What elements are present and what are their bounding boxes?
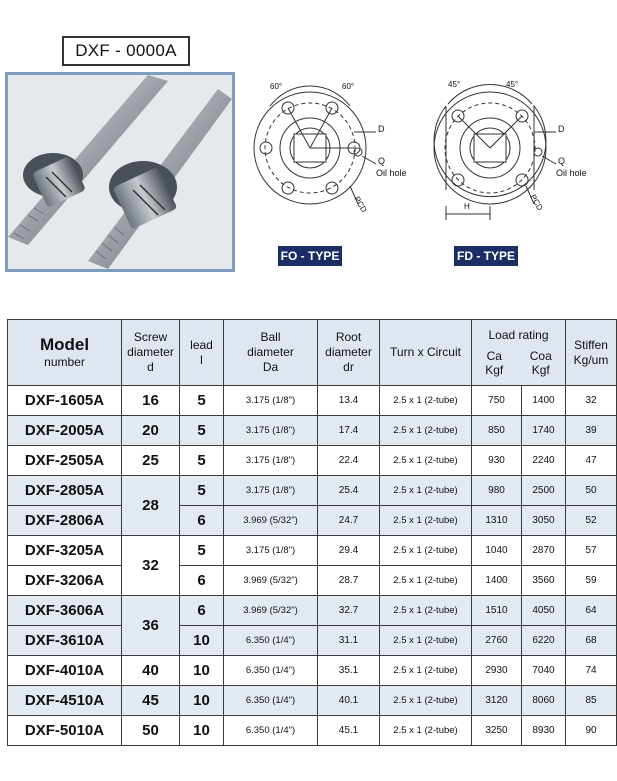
cell-coa: 2240 <box>522 446 566 476</box>
cell-ball: 3.969 (5/32") <box>224 506 318 536</box>
cell-model: DXF-3606A <box>8 596 122 626</box>
cell-root: 28.7 <box>318 566 380 596</box>
cell-ball: 3.969 (5/32") <box>224 566 318 596</box>
cell-root: 13.4 <box>318 386 380 416</box>
cell-turn: 2.5 x 1 (2-tube) <box>380 716 472 746</box>
cell-ball: 3.175 (1/8") <box>224 386 318 416</box>
header-stiffness: Stiffen Kg/um <box>566 320 617 386</box>
cell-coa: 2500 <box>522 476 566 506</box>
header-ca-unit: Kgf <box>485 363 504 377</box>
cell-root: 40.1 <box>318 686 380 716</box>
cell-ball: 6.350 (1/4") <box>224 656 318 686</box>
cell-screw: 32 <box>122 536 180 596</box>
cell-ball: 3.175 (1/8") <box>224 476 318 506</box>
cell-lead: 10 <box>180 686 224 716</box>
cell-screw: 36 <box>122 596 180 656</box>
fo-angle-right: 60° <box>342 82 355 91</box>
fd-oil-hole-label: Oil hole <box>556 168 587 178</box>
cell-stiff: 59 <box>566 566 617 596</box>
cell-stiff: 64 <box>566 596 617 626</box>
table-row <box>8 506 617 536</box>
spec-table <box>7 319 617 746</box>
cell-model: DXF-2806A <box>8 506 122 536</box>
cell-ca: 2760 <box>472 626 522 656</box>
cell-root: 31.1 <box>318 626 380 656</box>
cell-lead: 6 <box>180 566 224 596</box>
fd-d-label: D <box>558 124 565 134</box>
cell-turn: 2.5 x 1 (2-tube) <box>380 626 472 656</box>
header-model: Model number <box>8 320 122 386</box>
cell-coa: 3560 <box>522 566 566 596</box>
cell-ca: 850 <box>472 416 522 446</box>
cell-lead: 5 <box>180 476 224 506</box>
header-coa-unit: Kgf <box>531 363 550 377</box>
fd-pcd-label: PCD <box>528 192 545 213</box>
cell-coa: 8930 <box>522 716 566 746</box>
cell-stiff: 85 <box>566 686 617 716</box>
table-row <box>8 386 617 416</box>
fd-q-label: Q <box>558 156 566 166</box>
cell-ca: 930 <box>472 446 522 476</box>
table-row <box>8 536 617 566</box>
cell-ca: 2930 <box>472 656 522 686</box>
cell-model: DXF-4010A <box>8 656 122 686</box>
cell-stiff: 47 <box>566 446 617 476</box>
cell-ball: 6.350 (1/4") <box>224 686 318 716</box>
header-lead: lead l <box>180 320 224 386</box>
cell-ball: 3.175 (1/8") <box>224 416 318 446</box>
cell-lead: 10 <box>180 626 224 656</box>
table-row <box>8 446 617 476</box>
product-photo <box>5 72 235 272</box>
cell-coa: 1740 <box>522 416 566 446</box>
fd-angle-left: 45° <box>448 80 461 89</box>
cell-ca: 1510 <box>472 596 522 626</box>
cell-turn: 2.5 x 1 (2-tube) <box>380 416 472 446</box>
cell-coa: 3050 <box>522 506 566 536</box>
fo-oil-hole-label: Oil hole <box>376 168 407 178</box>
cell-root: 35.1 <box>318 656 380 686</box>
cell-ca: 1400 <box>472 566 522 596</box>
cell-coa: 6220 <box>522 626 566 656</box>
cell-root: 45.1 <box>318 716 380 746</box>
cell-lead: 10 <box>180 716 224 746</box>
fd-type-label: FD - TYPE <box>454 246 518 266</box>
cell-coa: 2870 <box>522 536 566 566</box>
table-row <box>8 716 617 746</box>
cell-lead: 5 <box>180 536 224 566</box>
cell-ca: 3250 <box>472 716 522 746</box>
cell-coa: 8060 <box>522 686 566 716</box>
cell-ca: 3120 <box>472 686 522 716</box>
cell-screw: 50 <box>122 716 180 746</box>
cell-root: 29.4 <box>318 536 380 566</box>
cell-lead: 5 <box>180 416 224 446</box>
cell-root: 25.4 <box>318 476 380 506</box>
table-row <box>8 476 617 506</box>
fo-type-label: FO - TYPE <box>278 246 342 266</box>
cell-lead: 10 <box>180 656 224 686</box>
table-row <box>8 566 617 596</box>
cell-lead: 6 <box>180 506 224 536</box>
cell-ball: 6.350 (1/4") <box>224 626 318 656</box>
cell-ca: 750 <box>472 386 522 416</box>
cell-screw: 16 <box>122 386 180 416</box>
fo-type-diagram <box>250 76 420 226</box>
fo-pcd-label: PCD <box>352 194 369 215</box>
cell-root: 22.4 <box>318 446 380 476</box>
cell-ca: 1040 <box>472 536 522 566</box>
cell-screw: 25 <box>122 446 180 476</box>
cell-screw: 20 <box>122 416 180 446</box>
cell-model: DXF-5010A <box>8 716 122 746</box>
cell-ca: 1310 <box>472 506 522 536</box>
cell-ball: 6.350 (1/4") <box>224 716 318 746</box>
cell-coa: 1400 <box>522 386 566 416</box>
cell-model: DXF-2005A <box>8 416 122 446</box>
cell-turn: 2.5 x 1 (2-tube) <box>380 686 472 716</box>
cell-model: DXF-2805A <box>8 476 122 506</box>
table-row <box>8 686 617 716</box>
cell-stiff: 68 <box>566 626 617 656</box>
cell-stiff: 39 <box>566 416 617 446</box>
cell-screw: 40 <box>122 656 180 686</box>
fo-q-label: Q <box>378 156 386 166</box>
model-code-title: DXF - 0000A <box>62 36 190 66</box>
cell-lead: 5 <box>180 446 224 476</box>
cell-coa: 7040 <box>522 656 566 686</box>
table-row <box>8 656 617 686</box>
cell-lead: 5 <box>180 386 224 416</box>
cell-turn: 2.5 x 1 (2-tube) <box>380 446 472 476</box>
table-header-row <box>8 320 617 386</box>
cell-stiff: 32 <box>566 386 617 416</box>
cell-turn: 2.5 x 1 (2-tube) <box>380 536 472 566</box>
cell-model: DXF-3206A <box>8 566 122 596</box>
fd-type-diagram <box>430 76 600 226</box>
cell-lead: 6 <box>180 596 224 626</box>
cell-turn: 2.5 x 1 (2-tube) <box>380 386 472 416</box>
cell-model: DXF-3610A <box>8 626 122 656</box>
cell-ca: 980 <box>472 476 522 506</box>
cell-turn: 2.5 x 1 (2-tube) <box>380 566 472 596</box>
header-ball: Ball diameter Da <box>224 320 318 386</box>
cell-screw: 28 <box>122 476 180 536</box>
header-ca: Ca <box>486 349 502 363</box>
header-turn-circuit: Turn x Circuit <box>380 320 472 386</box>
fd-h-label: H <box>464 202 470 211</box>
cell-turn: 2.5 x 1 (2-tube) <box>380 656 472 686</box>
table-row <box>8 416 617 446</box>
header-screw: Screw diameter d <box>122 320 180 386</box>
ball-screw-image <box>8 75 232 269</box>
cell-turn: 2.5 x 1 (2-tube) <box>380 596 472 626</box>
cell-coa: 4050 <box>522 596 566 626</box>
header-coa: Coa <box>529 349 552 363</box>
cell-stiff: 57 <box>566 536 617 566</box>
cell-root: 24.7 <box>318 506 380 536</box>
cell-ball: 3.175 (1/8") <box>224 536 318 566</box>
cell-model: DXF-2505A <box>8 446 122 476</box>
fo-d-label: D <box>378 124 385 134</box>
cell-root: 17.4 <box>318 416 380 446</box>
cell-ball: 3.175 (1/8") <box>224 446 318 476</box>
cell-ball: 3.969 (5/32") <box>224 596 318 626</box>
header-root: Root diameter dr <box>318 320 380 386</box>
cell-root: 32.7 <box>318 596 380 626</box>
fd-angle-right: 45° <box>506 80 519 89</box>
cell-screw: 45 <box>122 686 180 716</box>
cell-turn: 2.5 x 1 (2-tube) <box>380 476 472 506</box>
table-row <box>8 626 617 656</box>
header-load-rating: Load rating Ca Kgf Coa Kgf <box>472 320 566 386</box>
table-row <box>8 596 617 626</box>
fo-angle-left: 60° <box>270 82 283 91</box>
cell-turn: 2.5 x 1 (2-tube) <box>380 506 472 536</box>
cell-stiff: 90 <box>566 716 617 746</box>
cell-model: DXF-4510A <box>8 686 122 716</box>
cell-model: DXF-3205A <box>8 536 122 566</box>
cell-model: DXF-1605A <box>8 386 122 416</box>
cell-stiff: 74 <box>566 656 617 686</box>
cell-stiff: 52 <box>566 506 617 536</box>
cell-stiff: 50 <box>566 476 617 506</box>
